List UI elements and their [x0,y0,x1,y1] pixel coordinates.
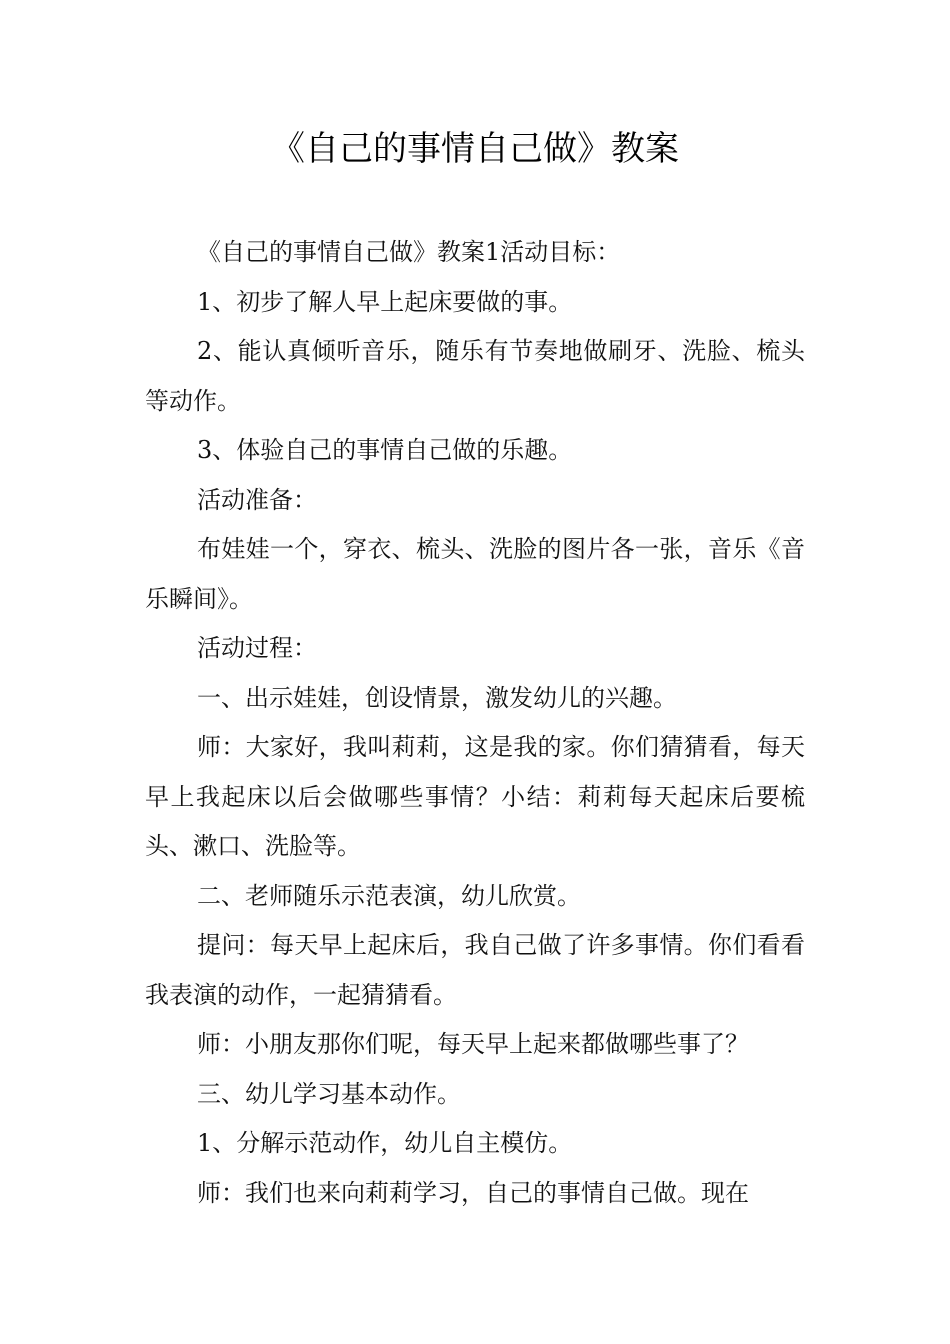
document-title: 《自己的事情自己做》教案 [271,129,679,169]
paragraph: 活动准备： [197,485,317,514]
paragraph: 三、幼儿学习基本动作。 [197,1079,461,1108]
paragraph: 布娃娃一个，穿衣、梳头、洗脸的图片各一张，音乐《音乐瞬间》。 [145,535,805,613]
paragraph: 一、出示娃娃，创设情景，激发幼儿的兴趣。 [197,683,677,712]
paragraph: 师：小朋友那你们呢，每天早上起来都做哪些事了？ [197,1030,749,1058]
paragraph: 3、体验自己的事情自己做的乐趣。 [197,436,573,464]
document-body [145,228,805,1218]
paragraph: 提问：每天早上起床后，我自己做了许多事情。你们看看我表演的动作，一起猜猜看。 [145,931,805,1009]
paragraph: 《自己的事情自己做》教案1活动目标： [197,238,621,266]
paragraph: 1、分解示范动作，幼儿自主模仿。 [197,1129,573,1157]
paragraph: 师：大家好，我叫莉莉，这是我的家。你们猜猜看，每天早上我起床以后会做哪些事情？小结：莉莉每天起床后要梳头、漱口、洗脸等。 [145,733,805,860]
paragraph: 二、老师随乐示范表演，幼儿欣赏。 [197,881,581,910]
paragraph: 活动过程： [197,634,317,662]
paragraph: 师：我们也来向莉莉学习，自己的事情自己做。现在 [197,1178,749,1207]
paragraph: 2、能认真倾听音乐，随乐有节奏地做刷牙、洗脸、梳头等动作。 [145,337,805,415]
paragraph: 1、初步了解人早上起床要做的事。 [197,287,573,316]
